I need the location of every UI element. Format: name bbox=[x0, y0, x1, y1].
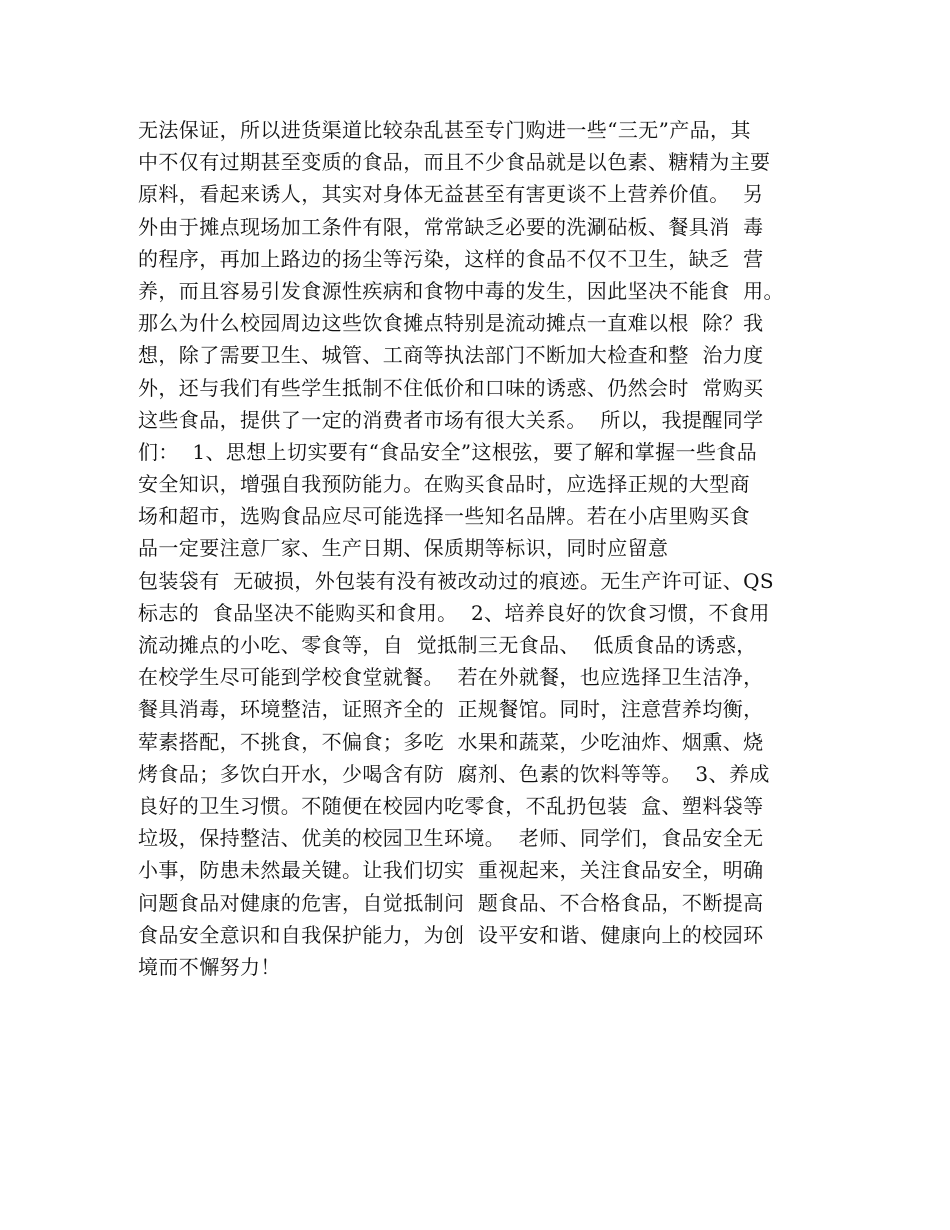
text-line: 食品安全意识和自我保护能力，为创 设平安和谐、健康向上的校园环 bbox=[138, 922, 764, 947]
text-line: 的程序，再加上路边的扬尘等污染，这样的食品不仅不卫生，缺乏 营 bbox=[138, 246, 764, 271]
text-line: 原料，看起来诱人，其实对身体无益甚至有害更谈不上营养价值。 另 bbox=[138, 182, 764, 207]
text-line: 包装袋有 无破损，外包装有没有被改动过的痕迹。无生产许可证、QS bbox=[138, 568, 775, 593]
text-line: 外由于摊点现场加工条件有限，常常缺乏必要的洗涮砧板、餐具消 毒 bbox=[138, 214, 764, 239]
text-line: 无法保证，所以进货渠道比较杂乱甚至专门购进一些“三无”产品，其 bbox=[138, 118, 751, 142]
text-line: 烤食品；多饮白开水，少喝含有防 腐剂、色素的饮料等等。 3、养成 bbox=[138, 761, 770, 786]
text-line: 那么为什么校园周边这些饮食摊点特别是流动摊点一直难以根 除？我 bbox=[138, 311, 764, 336]
text-line: 这些食品，提供了一定的消费者市场有很大关系。 所以，我提醒同学 bbox=[138, 407, 764, 432]
text-line: 境而不懈努力！ bbox=[138, 954, 281, 979]
text-line: 问题食品对健康的危害，自觉抵制问 题食品、不合格食品，不断提高 bbox=[138, 890, 764, 915]
text-line: 养，而且容易引发食源性疾病和食物中毒的发生，因此坚决不能食 用。 bbox=[138, 278, 784, 303]
text-line: 流动摊点的小吃、零食等，自 觉抵制三无食品、 低质食品的诱惑， bbox=[138, 633, 757, 657]
text-line: 在校学生尽可能到学校食堂就餐。 若在外就餐，也应选择卫生洁净， bbox=[138, 665, 764, 690]
text-line: 垃圾，保持整洁、优美的校园卫生环境。 老师、同学们，食品安全无 bbox=[138, 826, 764, 851]
text-line: 餐具消毒，环境整洁，证照齐全的 正规餐馆。同时，注意营养均衡， bbox=[138, 697, 764, 722]
text-line: 品一定要注意厂家、生产日期、保质期等标识，同时应留意 bbox=[138, 536, 669, 561]
text-line: 良好的卫生习惯。不随便在校园内吃零食，不乱扔包装 盒、塑料袋等 bbox=[138, 793, 764, 818]
text-line: 们： 1、思想上切实要有“食品安全”这根弦，要了解和掌握一些食品 bbox=[138, 439, 758, 464]
text-line: 小事，防患未然最关键。让我们切实 重视起来，关注食品安全，明确 bbox=[138, 858, 764, 883]
text-line: 想，除了需要卫生、城管、工商等执法部门不断加大检查和整 治力度 bbox=[138, 343, 764, 368]
text-line: 安全知识，增强自我预防能力。在购买食品时，应选择正规的大型商 bbox=[138, 472, 750, 497]
text-line: 中不仅有过期甚至变质的食品，而且不少食品就是以色素、糖精为主要 bbox=[138, 150, 771, 175]
text-line: 标志的 食品坚决不能购买和食用。 2、培养良好的饮食习惯，不食用 bbox=[138, 600, 770, 625]
text-line: 荤素搭配，不挑食，不偏食；多吃 水果和蔬菜，少吃油炸、烟熏、烧 bbox=[138, 729, 764, 754]
body-text bbox=[138, 114, 938, 983]
text-line: 场和超市，选购食品应尽可能选择一些知名品牌。若在小店里购买食 bbox=[138, 504, 750, 529]
text-line: 外，还与我们有些学生抵制不住低价和口味的诱惑、仍然会时 常购买 bbox=[138, 375, 764, 400]
